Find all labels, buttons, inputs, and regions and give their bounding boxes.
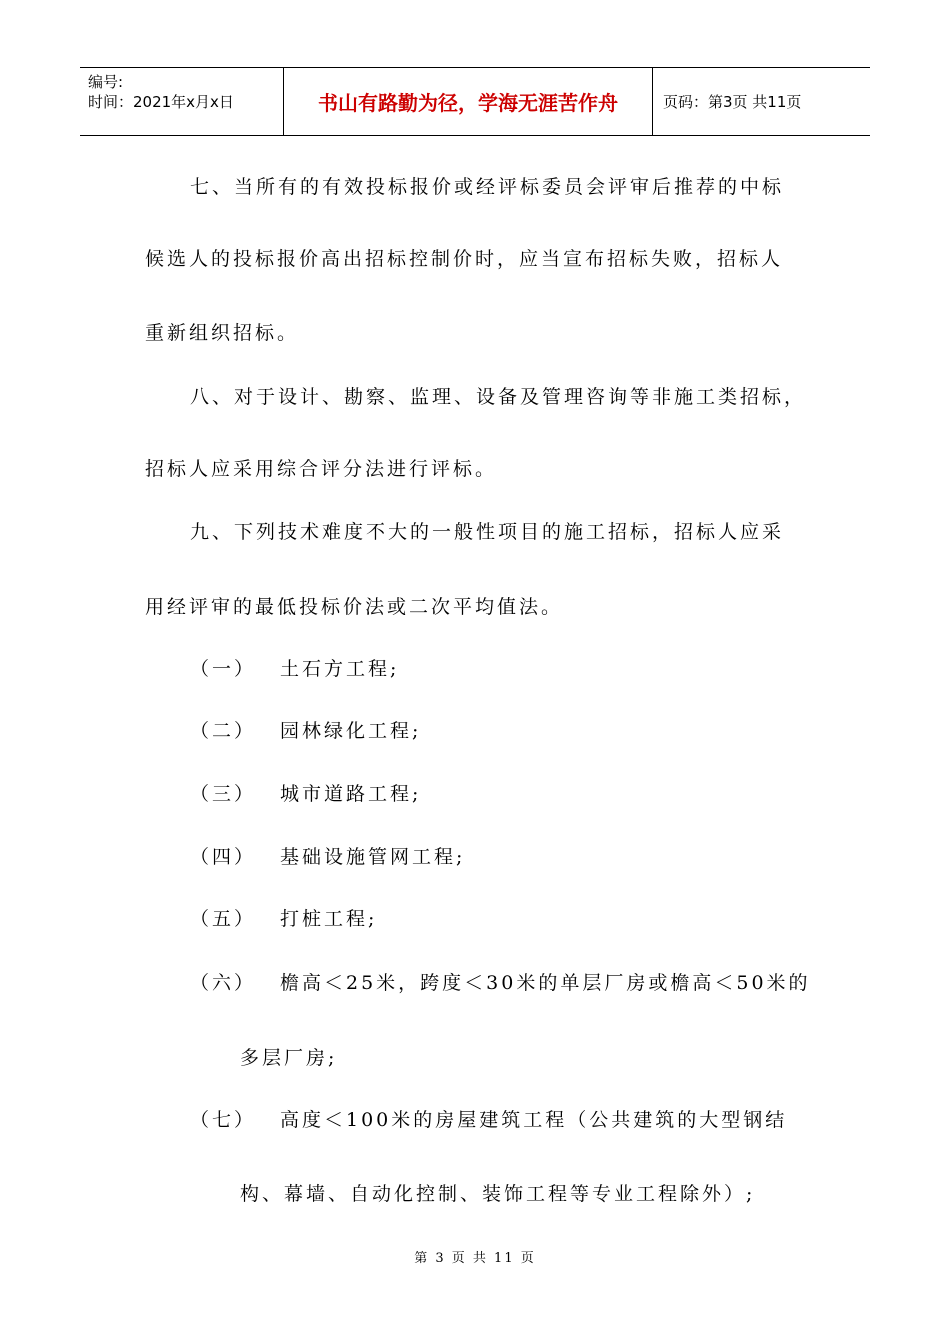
list-item-text: 园林绿化工程; — [280, 720, 422, 742]
list-item-label: （二） — [190, 720, 257, 742]
list-item-text: 城市道路工程; — [280, 783, 422, 805]
page-info-text: 页码：第3页 共11页 — [663, 93, 802, 111]
list-item-text: 基础设施管网工程; — [280, 846, 466, 868]
list-item-text-continued: 多层厂房; — [240, 1047, 338, 1069]
list-item-label: （一） — [190, 658, 257, 680]
para7-line3: 重新组织招标。 — [145, 322, 300, 344]
page-header — [80, 67, 870, 136]
para7-line1: 七、当所有的有效投标报价或经评标委员会评审后推荐的中标 — [190, 176, 785, 198]
para7-line2: 候选人的投标报价高出招标控制价时，应当宣布招标失败，招标人 — [145, 248, 784, 270]
document-time-label: 时间：2021年x月x日 — [88, 93, 234, 111]
list-item-label: （五） — [190, 908, 257, 930]
list-item-text-continued: 构、幕墙、自动化控制、装饰工程等专业工程除外）; — [240, 1183, 756, 1205]
header-page-info — [653, 68, 870, 135]
list-item-text: 土石方工程; — [280, 658, 400, 680]
list-item-label: （四） — [190, 846, 257, 868]
page-footer: 第 3 页 共 11 页 — [414, 1251, 536, 1266]
para9-line2: 用经评审的最低投标价法或二次平均值法。 — [145, 596, 564, 618]
list-item-text: 檐高＜25米，跨度＜30米的单层厂房或檐高＜50米的 — [280, 972, 811, 994]
para8-line1: 八、对于设计、勘察、监理、设备及管理咨询等非施工类招标， — [190, 386, 807, 408]
list-item-text: 高度＜100米的房屋建筑工程（公共建筑的大型钢结 — [280, 1109, 788, 1131]
list-item-text: 打桩工程; — [280, 908, 378, 930]
header-motto — [283, 68, 653, 135]
list-item-label: （六） — [190, 972, 257, 994]
list-item-label: （七） — [190, 1109, 257, 1131]
para8-line2: 招标人应采用综合评分法进行评标。 — [145, 458, 498, 480]
document-number-label: 编号: — [88, 73, 124, 91]
para9-line1: 九、下列技术难度不大的一般性项目的施工招标，招标人应采 — [190, 521, 785, 543]
list-item-label: （三） — [190, 783, 257, 805]
header-meta — [80, 68, 283, 135]
motto-text: 书山有路勤为径，学海无涯苦作舟 — [318, 91, 618, 115]
